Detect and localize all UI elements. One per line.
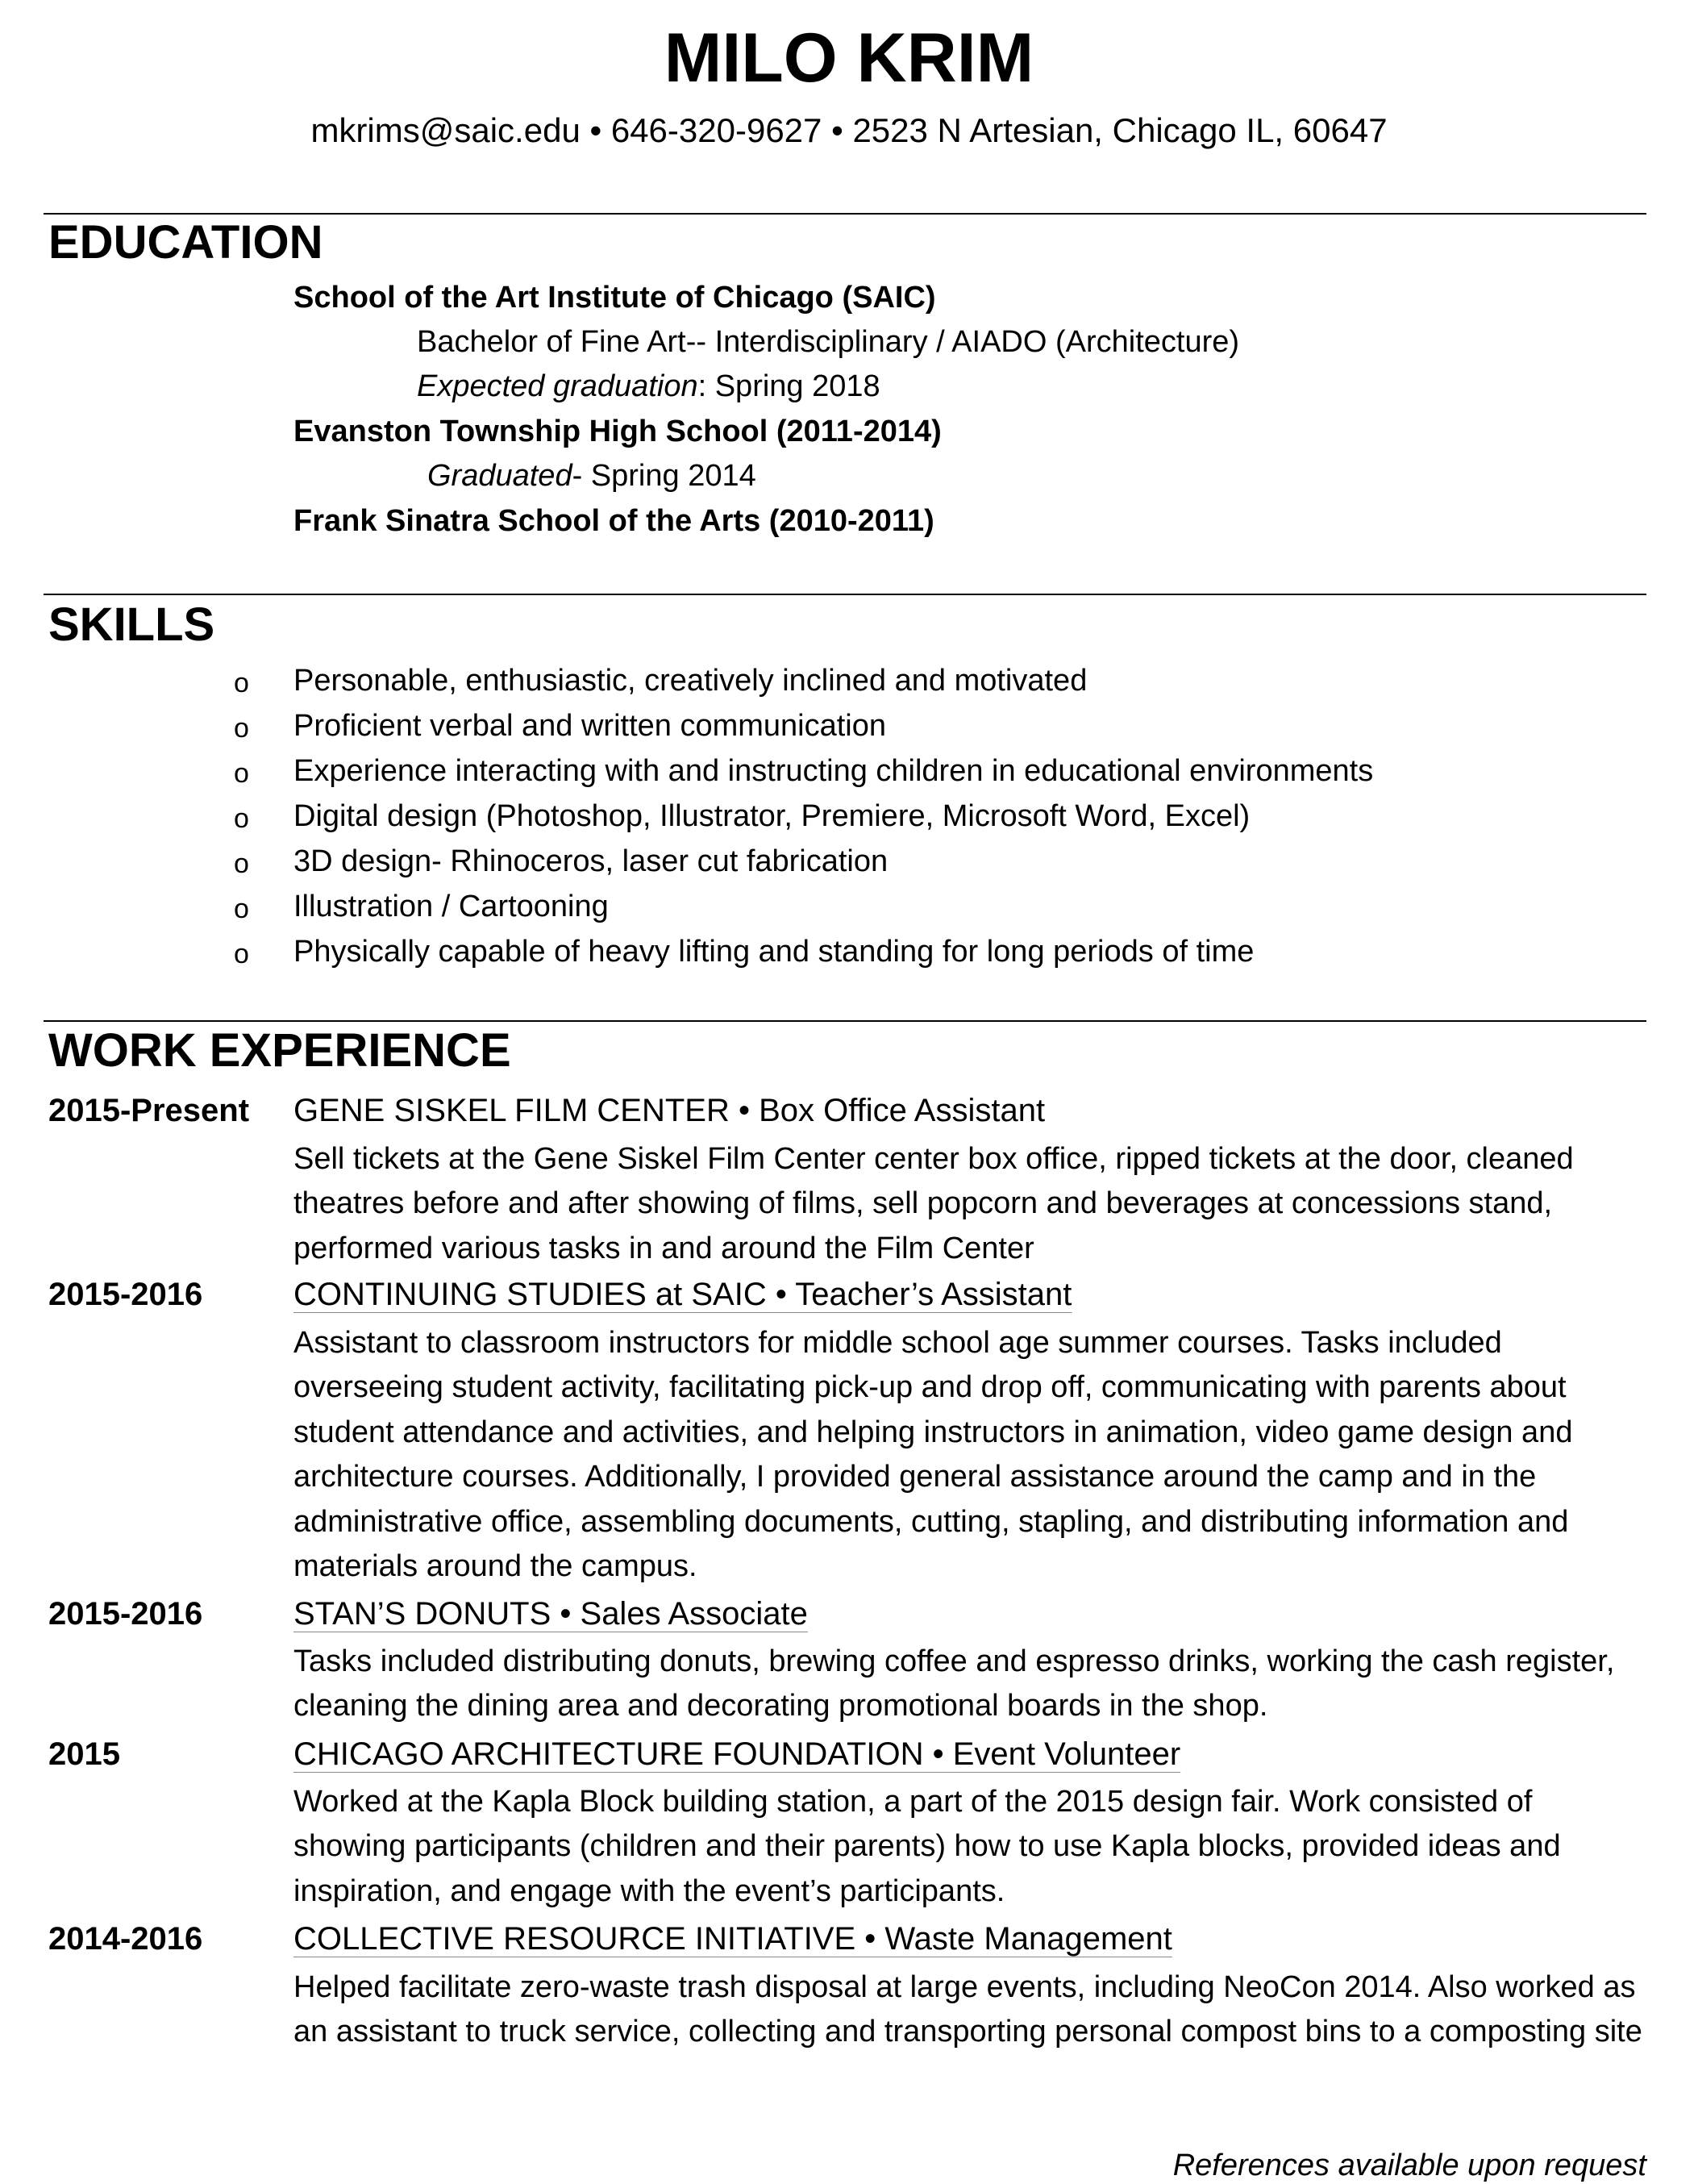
work-divider [44, 1020, 1646, 1022]
job-description: Assistant to classroom instructors for middle school age summer courses. Tasks included overseeing student activity, facilitating pick-up and drop off, communicating with parents about student attendance and activities, and helping instructors in animation, video game design and architecture courses. Additionally, I provided general assistance around the camp and in the administrative office, assembling documents, cutting, stapling, and distributing information and materials around the campus. [293, 1326, 1573, 1584]
skill-item: Digital design (Photoshop, Illustrator, Premiere, Microsoft Word, Excel) [293, 799, 1251, 833]
skill-bullet-icon: o [234, 668, 249, 698]
education-degree: Bachelor of Fine Art-- Interdisciplinary / AIADO (Architecture) [417, 325, 1240, 359]
skill-bullet-icon: o [234, 758, 249, 789]
job-dates: 2014-2016 [48, 1921, 203, 1957]
skill-bullet-icon: o [234, 848, 249, 879]
expected-graduation-label: Expected graduation [417, 369, 698, 403]
skill-bullet-icon: o [234, 803, 249, 834]
graduated-value: - Spring 2014 [572, 459, 756, 493]
skills-heading: SKILLS [48, 598, 215, 651]
education-school-sinatra: Frank Sinatra School of the Arts (2010-2011) [293, 504, 934, 538]
skill-item: Experience interacting with and instructing children in educational environments [293, 754, 1374, 788]
job-title: CHICAGO ARCHITECTURE FOUNDATION • Event Volunteer [293, 1736, 1181, 1772]
job-dates: 2015-Present [48, 1093, 250, 1128]
graduated-label: Graduated [427, 459, 572, 493]
skills-divider [44, 594, 1646, 595]
job-dates: 2015 [48, 1736, 120, 1772]
job-title: CONTINUING STUDIES at SAIC • Teacher’s Assistant [293, 1277, 1072, 1312]
skill-item: 3D design- Rhinoceros, laser cut fabrication [293, 844, 889, 878]
education-school-saic: School of the Art Institute of Chicago (SAIC) [293, 281, 936, 315]
skill-item: Physically capable of heavy lifting and standing for long periods of time [293, 935, 1255, 969]
education-graduated [427, 456, 756, 496]
job-description: Tasks included distributing donuts, brewing coffee and espresso drinks, working the cash register, cleaning the dining area and decorating promotional boards in the shop. [293, 1644, 1615, 1723]
education-expected-graduation [417, 366, 880, 406]
education-heading: EDUCATION [48, 216, 323, 269]
job-dates: 2015-2016 [48, 1596, 203, 1632]
expected-graduation-value: : Spring 2018 [697, 369, 880, 403]
job-description: Sell tickets at the Gene Siskel Film Center center box office, ripped tickets at the door, cleaned theatres before and after showing of films, sell popcorn and beverages at concessions stand, performed various tasks in and around the Film Center [293, 1142, 1574, 1265]
skill-item: Personable, enthusiastic, creatively inclined and motivated [293, 664, 1088, 698]
job-description: Helped facilitate zero-waste trash disposal at large events, including NeoCon 2014. Also worked as an assistant to truck service, collecting and transporting personal compost bins to a composting site [293, 1970, 1642, 2049]
skill-item: Illustration / Cartooning [293, 890, 609, 923]
contact-info: mkrims@saic.edu • 646-320-9627 • 2523 N Artesian, Chicago IL, 60647 [310, 111, 1388, 149]
education-divider [44, 213, 1646, 215]
skill-bullet-icon: o [234, 713, 249, 744]
skill-bullet-icon: o [234, 894, 249, 924]
job-title: COLLECTIVE RESOURCE INITIATIVE • Waste Management [293, 1921, 1172, 1957]
references-note: References available upon request [1172, 2149, 1646, 2182]
skill-item: Proficient verbal and written communication [293, 709, 887, 743]
job-title: STAN’S DONUTS • Sales Associate [293, 1596, 808, 1632]
education-school-evanston: Evanston Township High School (2011-2014) [293, 415, 942, 448]
job-dates: 2015-2016 [48, 1277, 203, 1312]
work-heading: WORK EXPERIENCE [48, 1024, 511, 1077]
resume-name: MILO KRIM [664, 19, 1034, 97]
skill-bullet-icon: o [234, 939, 249, 969]
job-title: GENE SISKEL FILM CENTER • Box Office Assistant [293, 1093, 1046, 1128]
job-description: Worked at the Kapla Block building station, a part of the 2015 design fair. Work consisted of showing participants (children and their parents) how to use Kapla blocks, provided ideas and inspiration, and engage with the event’s participants. [293, 1785, 1561, 1908]
